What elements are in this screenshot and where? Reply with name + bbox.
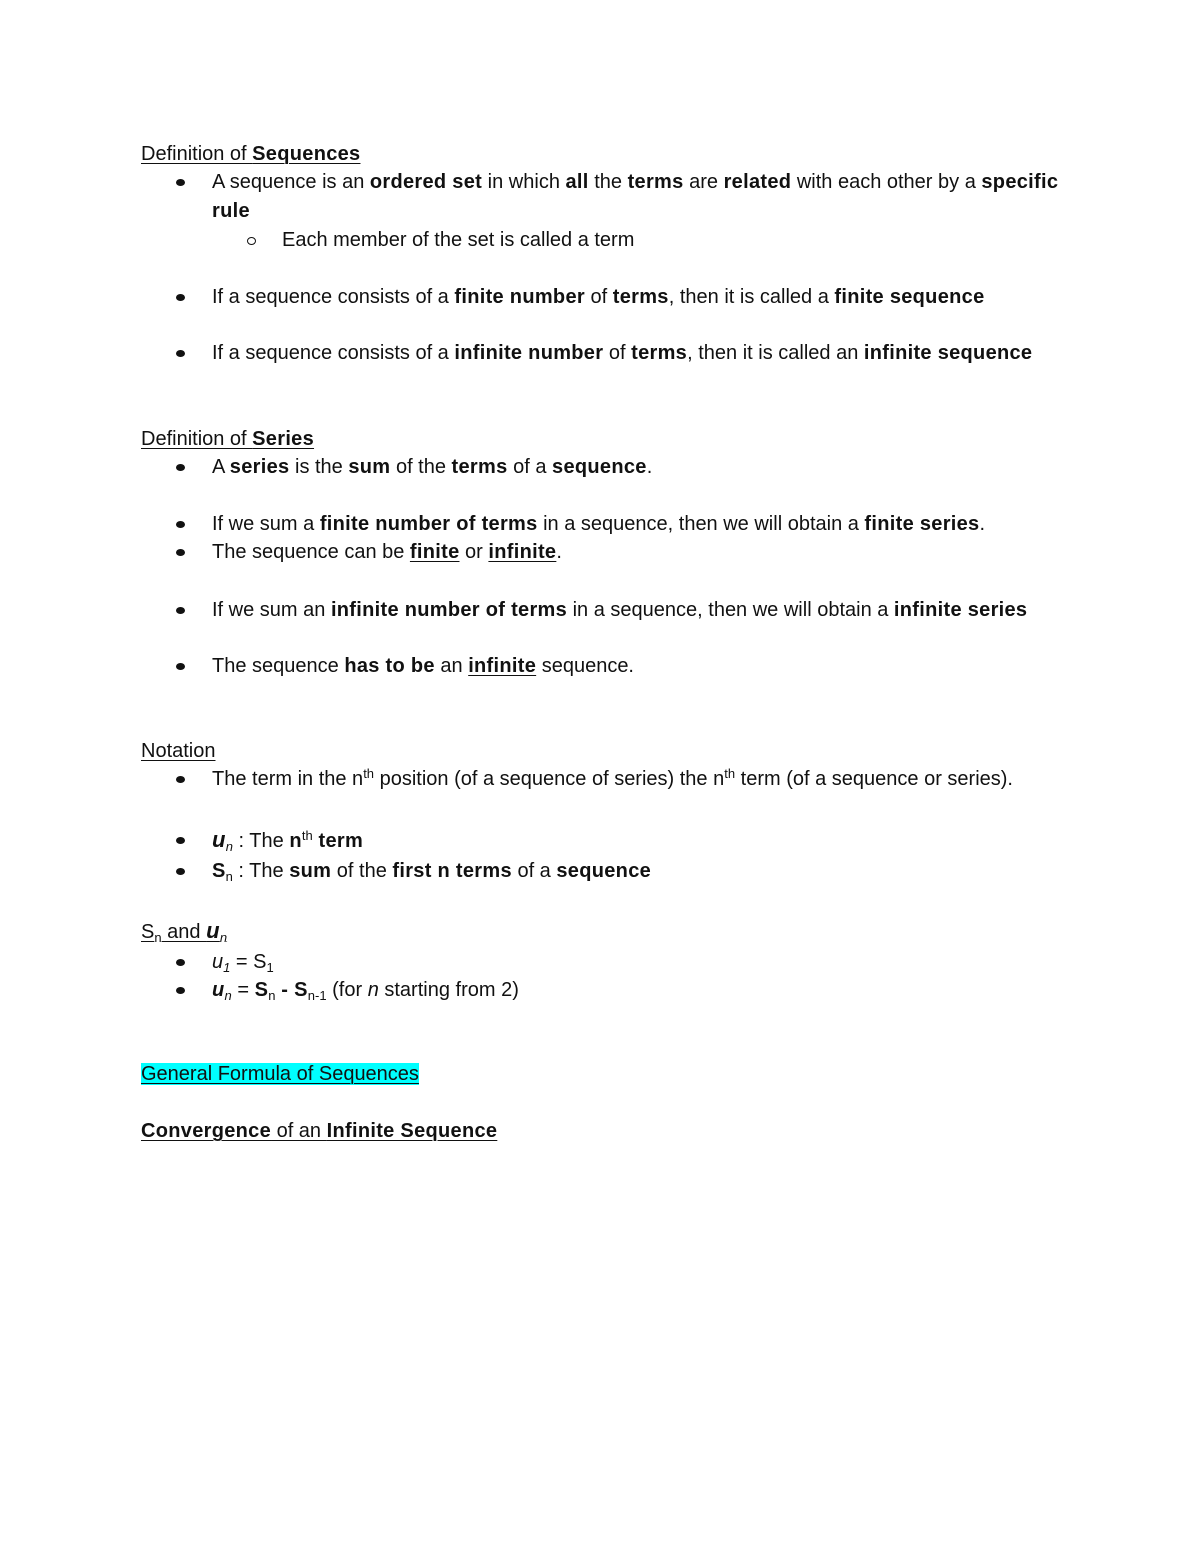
bullet-icon xyxy=(176,521,185,528)
list-item: A sequence is an ordered set in which all the terms are related with each other by a specific rule xyxy=(212,168,1072,225)
list-item: $u_1 = S_1$ xyxy=(212,948,1072,977)
heading-convergence: Convergence of an Infinite Sequence xyxy=(141,1120,498,1142)
list-item: A series is the sum of the terms of a sequence. xyxy=(212,453,1072,482)
sub-list-item: Each member of the set is called a term xyxy=(282,226,1062,255)
bullet-icon xyxy=(176,837,185,844)
bullet-icon xyxy=(176,607,185,614)
list-item: The sequence has to be an infinite sequence. xyxy=(212,652,1072,681)
list-item: If a sequence consists of a infinite number of terms, then it is called an infinite sequence xyxy=(212,339,1072,368)
list-item: $u_n$ : The $n^{th}$ term xyxy=(212,826,1072,856)
bullet-icon xyxy=(176,549,185,556)
heading-definition-of-series: Definition of Series xyxy=(141,428,315,450)
bullet-icon xyxy=(176,959,185,966)
bullet-icon xyxy=(176,868,185,875)
list-item: The sequence can be finite or infinite. xyxy=(212,538,1072,567)
list-item: The term in the $n^{th}$ position (of a sequence of series) the $n^{th}$ term (of a sequence or series). xyxy=(212,765,1072,794)
bullet-icon xyxy=(176,294,185,301)
list-item: If a sequence consists of a finite number of terms, then it is called a finite sequence xyxy=(212,283,1072,312)
bullet-icon xyxy=(176,179,185,186)
bullet-icon xyxy=(176,464,185,471)
list-item: If we sum an infinite number of terms in a sequence, then we will obtain a infinite series xyxy=(212,596,1072,625)
heading-notation: Notation xyxy=(141,740,216,762)
bullet-icon xyxy=(176,663,185,670)
list-item: $S_n$ : The sum of the first n terms of a sequence xyxy=(212,857,1072,886)
bullet-icon xyxy=(176,776,185,783)
bullet-icon xyxy=(176,350,185,357)
bullet-icon xyxy=(176,987,185,994)
heading-general-formula[interactable]: General Formula of Sequences xyxy=(141,1063,419,1085)
hollow-bullet-icon xyxy=(247,237,256,245)
list-item: $u_n = S_n - S_{n-1}$ (for n starting from 2) xyxy=(212,976,1072,1005)
list-item: If we sum a finite number of terms in a sequence, then we will obtain a finite series. xyxy=(212,510,1072,539)
heading-sn-and-un: $S_n$ and $u_n$ xyxy=(141,918,228,945)
heading-definition-of-sequences: Definition of Sequences xyxy=(141,143,361,165)
